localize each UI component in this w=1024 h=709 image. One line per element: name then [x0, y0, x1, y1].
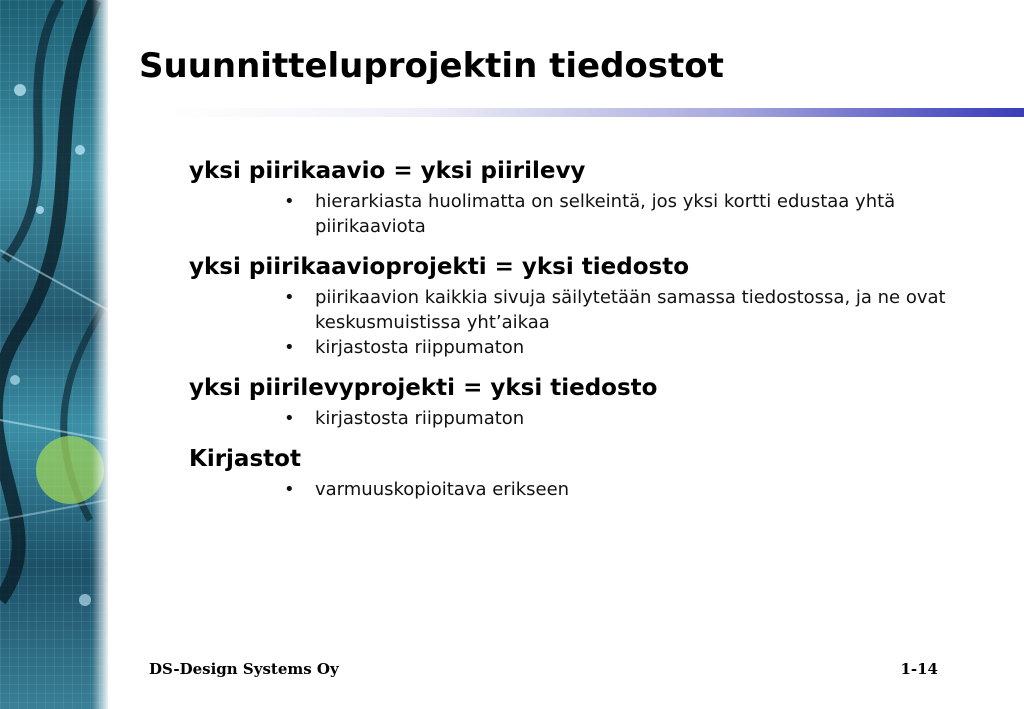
slide-title: Suunnitteluprojektin tiedostot — [139, 46, 724, 86]
bullet-icon: • — [284, 191, 295, 212]
section-heading: Kirjastot — [189, 446, 301, 472]
bullet-text: kirjastosta riippumaton — [315, 408, 525, 429]
bullet-text: hierarkiasta huolimatta on selkeintä, jos yksi kortti edustaa yhtä piirikaaviota — [315, 191, 896, 237]
bullet-list — [189, 285, 989, 360]
section-heading: yksi piirikaavio = yksi piirilevy — [189, 158, 586, 184]
bullet-item — [189, 285, 975, 335]
section-kirjastot — [189, 443, 989, 502]
slide-content — [189, 155, 989, 514]
bullet-list — [189, 477, 989, 502]
footer-page-number: 1-14 — [900, 660, 938, 678]
bullet-item — [189, 189, 975, 239]
bullet-text: kirjastosta riippumaton — [315, 337, 525, 358]
bullet-item — [189, 335, 975, 360]
footer-company: DS-Design Systems Oy — [149, 660, 339, 678]
bullet-item — [189, 406, 975, 431]
section-heading: yksi piirikaavioprojekti = yksi tiedosto — [189, 254, 689, 280]
bullet-icon: • — [284, 479, 295, 500]
section-piirikaavio — [189, 155, 989, 239]
bullet-item — [189, 477, 975, 502]
title-divider — [170, 108, 1024, 117]
bullet-list — [189, 406, 989, 431]
bullet-list — [189, 189, 989, 239]
bullet-icon: • — [284, 287, 295, 308]
section-heading: yksi piirilevyprojekti = yksi tiedosto — [189, 375, 658, 401]
section-piirilevyprojekti — [189, 372, 989, 431]
bullet-icon: • — [284, 337, 295, 358]
side-decorative-image — [0, 0, 108, 709]
bullet-text: piirikaavion kaikkia sivuja säilytetään samassa tiedostossa, ja ne ovat keskusmuistissa yht’aikaa — [315, 287, 946, 333]
section-piirikaavioprojekti — [189, 251, 989, 360]
bullet-text: varmuuskopioitava erikseen — [315, 479, 570, 500]
bullet-icon: • — [284, 408, 295, 429]
